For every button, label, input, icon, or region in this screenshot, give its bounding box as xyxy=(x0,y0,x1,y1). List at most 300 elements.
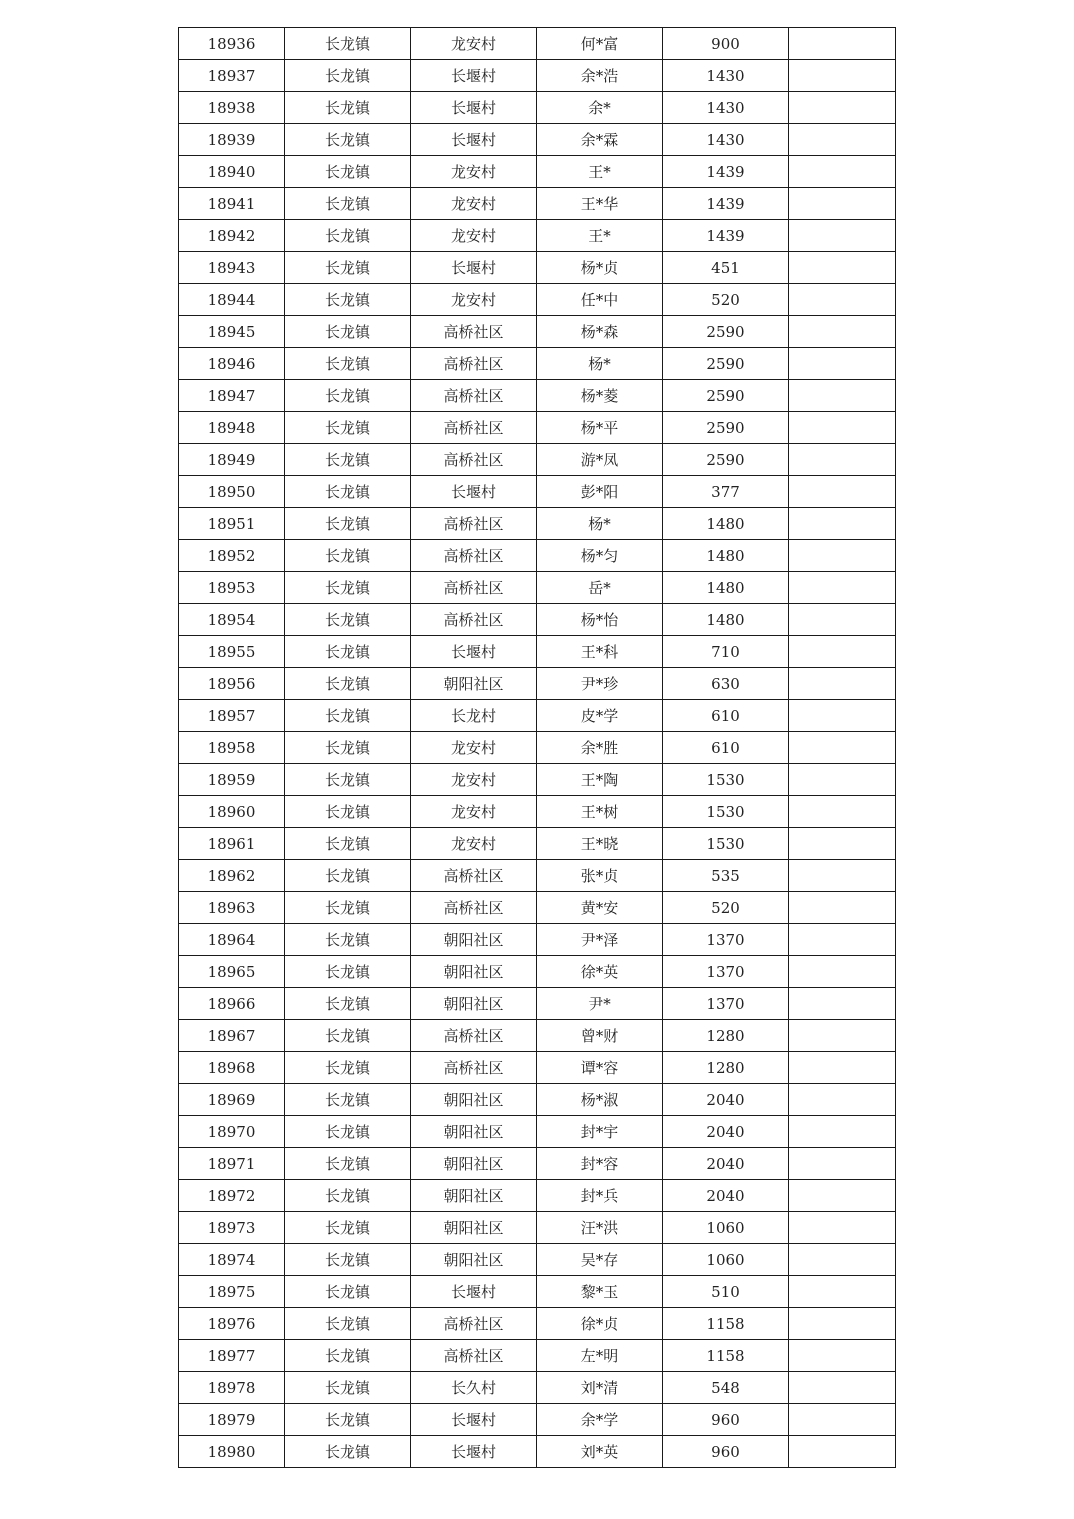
town-cell: 长龙镇 xyxy=(285,668,411,700)
town-cell: 长龙镇 xyxy=(285,636,411,668)
note-cell xyxy=(789,796,896,828)
name-cell: 余*浩 xyxy=(537,60,663,92)
serial-number-cell: 18958 xyxy=(179,732,285,764)
serial-number-cell: 18968 xyxy=(179,1052,285,1084)
town-cell: 长龙镇 xyxy=(285,924,411,956)
name-cell: 左*明 xyxy=(537,1340,663,1372)
serial-number-cell: 18956 xyxy=(179,668,285,700)
amount-cell: 630 xyxy=(663,668,789,700)
amount-cell: 1370 xyxy=(663,956,789,988)
table-row xyxy=(179,1244,896,1276)
town-cell: 长龙镇 xyxy=(285,1180,411,1212)
serial-number-cell: 18975 xyxy=(179,1276,285,1308)
table-row xyxy=(179,348,896,380)
village-cell: 高桥社区 xyxy=(411,1308,537,1340)
serial-number-cell: 18941 xyxy=(179,188,285,220)
table-row xyxy=(179,828,896,860)
amount-cell: 1430 xyxy=(663,124,789,156)
name-cell: 彭*阳 xyxy=(537,476,663,508)
amount-cell: 1430 xyxy=(663,60,789,92)
town-cell: 长龙镇 xyxy=(285,540,411,572)
table-row xyxy=(179,188,896,220)
serial-number-cell: 18940 xyxy=(179,156,285,188)
village-cell: 朝阳社区 xyxy=(411,988,537,1020)
name-cell: 杨* xyxy=(537,508,663,540)
village-cell: 长龙村 xyxy=(411,700,537,732)
table-row xyxy=(179,700,896,732)
note-cell xyxy=(789,732,896,764)
serial-number-cell: 18955 xyxy=(179,636,285,668)
town-cell: 长龙镇 xyxy=(285,188,411,220)
serial-number-cell: 18937 xyxy=(179,60,285,92)
table-row xyxy=(179,668,896,700)
town-cell: 长龙镇 xyxy=(285,1052,411,1084)
serial-number-cell: 18961 xyxy=(179,828,285,860)
serial-number-cell: 18965 xyxy=(179,956,285,988)
note-cell xyxy=(789,476,896,508)
village-cell: 长堰村 xyxy=(411,636,537,668)
name-cell: 王*华 xyxy=(537,188,663,220)
serial-number-cell: 18939 xyxy=(179,124,285,156)
table-row xyxy=(179,252,896,284)
amount-cell: 610 xyxy=(663,732,789,764)
village-cell: 高桥社区 xyxy=(411,1020,537,1052)
amount-cell: 2590 xyxy=(663,444,789,476)
note-cell xyxy=(789,60,896,92)
village-cell: 龙安村 xyxy=(411,732,537,764)
name-cell: 黄*安 xyxy=(537,892,663,924)
village-cell: 高桥社区 xyxy=(411,444,537,476)
serial-number-cell: 18964 xyxy=(179,924,285,956)
village-cell: 高桥社区 xyxy=(411,540,537,572)
name-cell: 岳* xyxy=(537,572,663,604)
town-cell: 长龙镇 xyxy=(285,796,411,828)
amount-cell: 1370 xyxy=(663,924,789,956)
note-cell xyxy=(789,284,896,316)
note-cell xyxy=(789,572,896,604)
table-row xyxy=(179,1372,896,1404)
village-cell: 朝阳社区 xyxy=(411,1116,537,1148)
amount-cell: 1480 xyxy=(663,540,789,572)
table-row xyxy=(179,1276,896,1308)
village-cell: 长堰村 xyxy=(411,252,537,284)
amount-cell: 1370 xyxy=(663,988,789,1020)
village-cell: 朝阳社区 xyxy=(411,1180,537,1212)
table-row xyxy=(179,636,896,668)
serial-number-cell: 18959 xyxy=(179,764,285,796)
name-cell: 余*学 xyxy=(537,1404,663,1436)
note-cell xyxy=(789,220,896,252)
table-row xyxy=(179,1116,896,1148)
table-row xyxy=(179,988,896,1020)
village-cell: 高桥社区 xyxy=(411,892,537,924)
name-cell: 刘*英 xyxy=(537,1436,663,1468)
note-cell xyxy=(789,1116,896,1148)
name-cell: 尹*珍 xyxy=(537,668,663,700)
village-cell: 龙安村 xyxy=(411,764,537,796)
amount-cell: 548 xyxy=(663,1372,789,1404)
amount-cell: 960 xyxy=(663,1436,789,1468)
table-row xyxy=(179,764,896,796)
note-cell xyxy=(789,348,896,380)
village-cell: 朝阳社区 xyxy=(411,1212,537,1244)
table-row xyxy=(179,604,896,636)
town-cell: 长龙镇 xyxy=(285,1340,411,1372)
amount-cell: 2590 xyxy=(663,380,789,412)
town-cell: 长龙镇 xyxy=(285,1404,411,1436)
table-row xyxy=(179,60,896,92)
town-cell: 长龙镇 xyxy=(285,380,411,412)
amount-cell: 1439 xyxy=(663,188,789,220)
name-cell: 封*宇 xyxy=(537,1116,663,1148)
serial-number-cell: 18966 xyxy=(179,988,285,1020)
table-row xyxy=(179,1084,896,1116)
amount-cell: 2590 xyxy=(663,316,789,348)
village-cell: 龙安村 xyxy=(411,188,537,220)
serial-number-cell: 18962 xyxy=(179,860,285,892)
note-cell xyxy=(789,380,896,412)
amount-cell: 535 xyxy=(663,860,789,892)
note-cell xyxy=(789,156,896,188)
village-cell: 高桥社区 xyxy=(411,412,537,444)
village-cell: 长堰村 xyxy=(411,92,537,124)
village-cell: 朝阳社区 xyxy=(411,924,537,956)
town-cell: 长龙镇 xyxy=(285,828,411,860)
serial-number-cell: 18946 xyxy=(179,348,285,380)
town-cell: 长龙镇 xyxy=(285,60,411,92)
note-cell xyxy=(789,956,896,988)
table-row xyxy=(179,316,896,348)
note-cell xyxy=(789,1212,896,1244)
name-cell: 谭*容 xyxy=(537,1052,663,1084)
table-row xyxy=(179,892,896,924)
amount-cell: 1530 xyxy=(663,828,789,860)
table-row xyxy=(179,284,896,316)
serial-number-cell: 18945 xyxy=(179,316,285,348)
note-cell xyxy=(789,1084,896,1116)
amount-cell: 377 xyxy=(663,476,789,508)
village-cell: 龙安村 xyxy=(411,220,537,252)
amount-cell: 1158 xyxy=(663,1340,789,1372)
serial-number-cell: 18977 xyxy=(179,1340,285,1372)
name-cell: 杨* xyxy=(537,348,663,380)
name-cell: 王* xyxy=(537,156,663,188)
note-cell xyxy=(789,1180,896,1212)
table-row xyxy=(179,1052,896,1084)
amount-cell: 610 xyxy=(663,700,789,732)
name-cell: 王*树 xyxy=(537,796,663,828)
serial-number-cell: 18979 xyxy=(179,1404,285,1436)
amount-cell: 520 xyxy=(663,284,789,316)
amount-cell: 1430 xyxy=(663,92,789,124)
note-cell xyxy=(789,892,896,924)
village-cell: 高桥社区 xyxy=(411,316,537,348)
amount-cell: 2040 xyxy=(663,1148,789,1180)
note-cell xyxy=(789,316,896,348)
town-cell: 长龙镇 xyxy=(285,508,411,540)
amount-cell: 1439 xyxy=(663,220,789,252)
note-cell xyxy=(789,668,896,700)
village-cell: 朝阳社区 xyxy=(411,1148,537,1180)
name-cell: 封*兵 xyxy=(537,1180,663,1212)
serial-number-cell: 18953 xyxy=(179,572,285,604)
name-cell: 张*贞 xyxy=(537,860,663,892)
village-cell: 高桥社区 xyxy=(411,1340,537,1372)
village-cell: 朝阳社区 xyxy=(411,1084,537,1116)
town-cell: 长龙镇 xyxy=(285,892,411,924)
village-cell: 长堰村 xyxy=(411,476,537,508)
amount-cell: 1439 xyxy=(663,156,789,188)
serial-number-cell: 18938 xyxy=(179,92,285,124)
serial-number-cell: 18974 xyxy=(179,1244,285,1276)
village-cell: 朝阳社区 xyxy=(411,668,537,700)
note-cell xyxy=(789,188,896,220)
serial-number-cell: 18967 xyxy=(179,1020,285,1052)
name-cell: 杨*淑 xyxy=(537,1084,663,1116)
village-cell: 龙安村 xyxy=(411,796,537,828)
serial-number-cell: 18947 xyxy=(179,380,285,412)
name-cell: 杨*森 xyxy=(537,316,663,348)
name-cell: 尹* xyxy=(537,988,663,1020)
name-cell: 杨*贞 xyxy=(537,252,663,284)
table-row xyxy=(179,444,896,476)
name-cell: 游*凤 xyxy=(537,444,663,476)
village-cell: 高桥社区 xyxy=(411,572,537,604)
table-row xyxy=(179,1308,896,1340)
town-cell: 长龙镇 xyxy=(285,412,411,444)
amount-cell: 960 xyxy=(663,1404,789,1436)
village-cell: 龙安村 xyxy=(411,156,537,188)
roster-table-body xyxy=(179,28,896,1468)
town-cell: 长龙镇 xyxy=(285,156,411,188)
name-cell: 余*霖 xyxy=(537,124,663,156)
note-cell xyxy=(789,508,896,540)
table-row xyxy=(179,1340,896,1372)
town-cell: 长龙镇 xyxy=(285,284,411,316)
table-row xyxy=(179,1020,896,1052)
table-row xyxy=(179,1212,896,1244)
amount-cell: 1158 xyxy=(663,1308,789,1340)
serial-number-cell: 18936 xyxy=(179,28,285,60)
note-cell xyxy=(789,764,896,796)
serial-number-cell: 18963 xyxy=(179,892,285,924)
note-cell xyxy=(789,604,896,636)
amount-cell: 510 xyxy=(663,1276,789,1308)
name-cell: 王*陶 xyxy=(537,764,663,796)
name-cell: 王*晓 xyxy=(537,828,663,860)
serial-number-cell: 18943 xyxy=(179,252,285,284)
table-row xyxy=(179,1148,896,1180)
note-cell xyxy=(789,1148,896,1180)
village-cell: 高桥社区 xyxy=(411,380,537,412)
table-row xyxy=(179,124,896,156)
serial-number-cell: 18972 xyxy=(179,1180,285,1212)
town-cell: 长龙镇 xyxy=(285,252,411,284)
amount-cell: 2590 xyxy=(663,348,789,380)
table-row xyxy=(179,540,896,572)
town-cell: 长龙镇 xyxy=(285,92,411,124)
village-cell: 龙安村 xyxy=(411,828,537,860)
table-row xyxy=(179,92,896,124)
amount-cell: 1480 xyxy=(663,604,789,636)
village-cell: 高桥社区 xyxy=(411,508,537,540)
serial-number-cell: 18944 xyxy=(179,284,285,316)
town-cell: 长龙镇 xyxy=(285,348,411,380)
note-cell xyxy=(789,1020,896,1052)
village-cell: 长久村 xyxy=(411,1372,537,1404)
serial-number-cell: 18951 xyxy=(179,508,285,540)
note-cell xyxy=(789,444,896,476)
note-cell xyxy=(789,252,896,284)
amount-cell: 900 xyxy=(663,28,789,60)
town-cell: 长龙镇 xyxy=(285,1244,411,1276)
town-cell: 长龙镇 xyxy=(285,316,411,348)
name-cell: 黎*玉 xyxy=(537,1276,663,1308)
town-cell: 长龙镇 xyxy=(285,1116,411,1148)
serial-number-cell: 18949 xyxy=(179,444,285,476)
amount-cell: 1480 xyxy=(663,572,789,604)
table-row xyxy=(179,476,896,508)
name-cell: 杨*怡 xyxy=(537,604,663,636)
table-row xyxy=(179,732,896,764)
amount-cell: 1280 xyxy=(663,1052,789,1084)
table-row xyxy=(179,924,896,956)
serial-number-cell: 18969 xyxy=(179,1084,285,1116)
note-cell xyxy=(789,1276,896,1308)
table-row xyxy=(179,796,896,828)
note-cell xyxy=(789,924,896,956)
note-cell xyxy=(789,1372,896,1404)
village-cell: 高桥社区 xyxy=(411,348,537,380)
name-cell: 吴*存 xyxy=(537,1244,663,1276)
name-cell: 刘*清 xyxy=(537,1372,663,1404)
name-cell: 何*富 xyxy=(537,28,663,60)
town-cell: 长龙镇 xyxy=(285,220,411,252)
village-cell: 长堰村 xyxy=(411,124,537,156)
amount-cell: 1060 xyxy=(663,1244,789,1276)
town-cell: 长龙镇 xyxy=(285,732,411,764)
amount-cell: 710 xyxy=(663,636,789,668)
table-row xyxy=(179,860,896,892)
amount-cell: 2040 xyxy=(663,1116,789,1148)
town-cell: 长龙镇 xyxy=(285,1436,411,1468)
table-row xyxy=(179,28,896,60)
table-row xyxy=(179,1404,896,1436)
amount-cell: 2040 xyxy=(663,1180,789,1212)
serial-number-cell: 18980 xyxy=(179,1436,285,1468)
note-cell xyxy=(789,1340,896,1372)
village-cell: 朝阳社区 xyxy=(411,1244,537,1276)
town-cell: 长龙镇 xyxy=(285,956,411,988)
name-cell: 杨*平 xyxy=(537,412,663,444)
serial-number-cell: 18954 xyxy=(179,604,285,636)
note-cell xyxy=(789,988,896,1020)
serial-number-cell: 18952 xyxy=(179,540,285,572)
town-cell: 长龙镇 xyxy=(285,988,411,1020)
village-cell: 长堰村 xyxy=(411,1276,537,1308)
village-cell: 长堰村 xyxy=(411,1404,537,1436)
amount-cell: 1480 xyxy=(663,508,789,540)
table-row xyxy=(179,156,896,188)
name-cell: 封*容 xyxy=(537,1148,663,1180)
town-cell: 长龙镇 xyxy=(285,700,411,732)
name-cell: 徐*贞 xyxy=(537,1308,663,1340)
amount-cell: 2590 xyxy=(663,412,789,444)
roster-table xyxy=(178,27,896,1468)
name-cell: 杨*匀 xyxy=(537,540,663,572)
table-row xyxy=(179,956,896,988)
village-cell: 龙安村 xyxy=(411,28,537,60)
amount-cell: 1530 xyxy=(663,796,789,828)
note-cell xyxy=(789,540,896,572)
town-cell: 长龙镇 xyxy=(285,1308,411,1340)
serial-number-cell: 18942 xyxy=(179,220,285,252)
town-cell: 长龙镇 xyxy=(285,1276,411,1308)
name-cell: 余*胜 xyxy=(537,732,663,764)
name-cell: 皮*学 xyxy=(537,700,663,732)
note-cell xyxy=(789,92,896,124)
town-cell: 长龙镇 xyxy=(285,28,411,60)
note-cell xyxy=(789,124,896,156)
town-cell: 长龙镇 xyxy=(285,1148,411,1180)
serial-number-cell: 18976 xyxy=(179,1308,285,1340)
serial-number-cell: 18960 xyxy=(179,796,285,828)
name-cell: 任*中 xyxy=(537,284,663,316)
note-cell xyxy=(789,636,896,668)
village-cell: 长堰村 xyxy=(411,1436,537,1468)
town-cell: 长龙镇 xyxy=(285,444,411,476)
note-cell xyxy=(789,1404,896,1436)
name-cell: 余* xyxy=(537,92,663,124)
table-row xyxy=(179,508,896,540)
serial-number-cell: 18978 xyxy=(179,1372,285,1404)
amount-cell: 1280 xyxy=(663,1020,789,1052)
note-cell xyxy=(789,1308,896,1340)
town-cell: 长龙镇 xyxy=(285,1372,411,1404)
name-cell: 徐*英 xyxy=(537,956,663,988)
village-cell: 龙安村 xyxy=(411,284,537,316)
table-row xyxy=(179,1180,896,1212)
name-cell: 王*科 xyxy=(537,636,663,668)
village-cell: 高桥社区 xyxy=(411,860,537,892)
note-cell xyxy=(789,828,896,860)
amount-cell: 2040 xyxy=(663,1084,789,1116)
note-cell xyxy=(789,860,896,892)
town-cell: 长龙镇 xyxy=(285,572,411,604)
serial-number-cell: 18948 xyxy=(179,412,285,444)
serial-number-cell: 18971 xyxy=(179,1148,285,1180)
note-cell xyxy=(789,1052,896,1084)
village-cell: 朝阳社区 xyxy=(411,956,537,988)
amount-cell: 451 xyxy=(663,252,789,284)
amount-cell: 1060 xyxy=(663,1212,789,1244)
town-cell: 长龙镇 xyxy=(285,1212,411,1244)
amount-cell: 520 xyxy=(663,892,789,924)
town-cell: 长龙镇 xyxy=(285,860,411,892)
name-cell: 汪*洪 xyxy=(537,1212,663,1244)
serial-number-cell: 18973 xyxy=(179,1212,285,1244)
table-row xyxy=(179,572,896,604)
serial-number-cell: 18970 xyxy=(179,1116,285,1148)
town-cell: 长龙镇 xyxy=(285,124,411,156)
serial-number-cell: 18950 xyxy=(179,476,285,508)
note-cell xyxy=(789,28,896,60)
town-cell: 长龙镇 xyxy=(285,476,411,508)
name-cell: 杨*菱 xyxy=(537,380,663,412)
village-cell: 长堰村 xyxy=(411,60,537,92)
name-cell: 曾*财 xyxy=(537,1020,663,1052)
village-cell: 高桥社区 xyxy=(411,1052,537,1084)
